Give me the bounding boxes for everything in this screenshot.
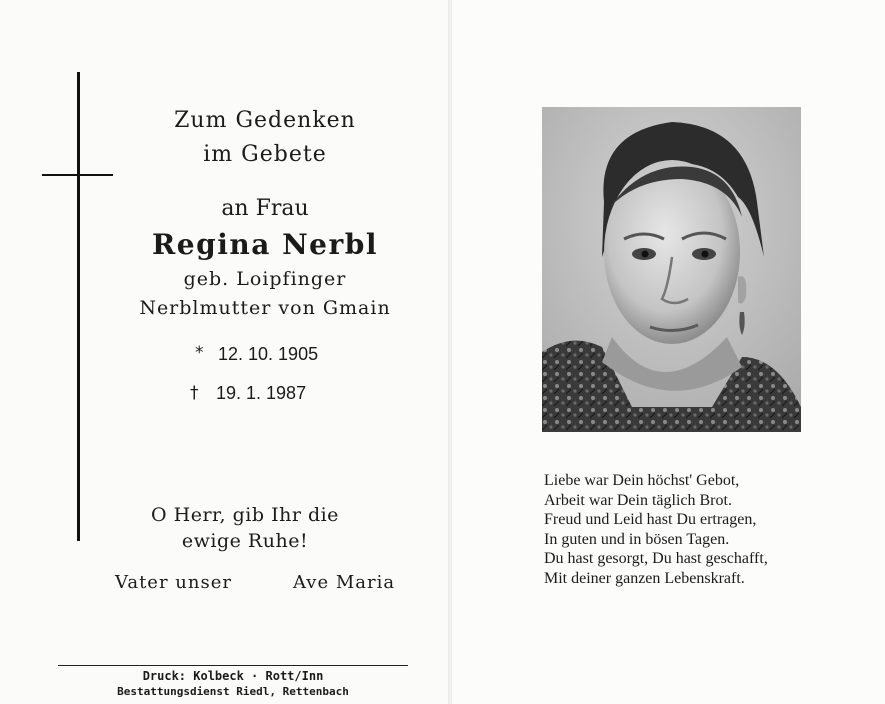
- memorial-poem: [544, 471, 768, 589]
- heading-line-1: Zum Gedenken: [174, 108, 356, 133]
- prayer-vater-unser: Vater unser: [115, 572, 232, 593]
- salutation: an Frau: [221, 196, 309, 221]
- cross-horizontal-bar: [42, 174, 113, 176]
- death-date: 19. 1. 1987: [216, 383, 307, 403]
- birth-date: 12. 10. 1905: [218, 344, 319, 364]
- printer-divider: [58, 665, 408, 666]
- poem-line: Mit deiner ganzen Lebenskraft.: [544, 569, 745, 587]
- printer-line-2: Bestattungsdienst Riedl, Rettenbach: [117, 685, 349, 698]
- birth-star-icon: *: [195, 343, 204, 363]
- poem-line: Freud und Leid hast Du ertragen,: [544, 511, 757, 529]
- poem-line: Liebe war Dein höchst' Gebot,: [544, 472, 740, 489]
- birth-name: geb. Loipfinger: [183, 268, 347, 290]
- poem-line: In guten und in bösen Tagen.: [544, 530, 730, 548]
- prayer-line-2: ewige Ruhe!: [181, 530, 309, 552]
- portrait-image: [542, 107, 801, 432]
- deceased-title: Nerblmutter von Gmain: [139, 297, 391, 319]
- death-dagger-icon: †: [190, 383, 199, 403]
- poem-line: Arbeit war Dein täglich Brot.: [544, 491, 732, 509]
- poem-line: Du hast gesorgt, Du hast geschafft,: [544, 550, 768, 568]
- deceased-name: Regina Nerbl: [152, 228, 378, 261]
- prayer-ave-maria: Ave Maria: [293, 572, 396, 593]
- prayer-line-1: O Herr, gib Ihr die: [151, 504, 339, 526]
- portrait-photo: [542, 107, 801, 432]
- printer-line-1: Druck: Kolbeck · Rott/Inn: [142, 669, 324, 683]
- heading-line-2: im Gebete: [203, 142, 327, 167]
